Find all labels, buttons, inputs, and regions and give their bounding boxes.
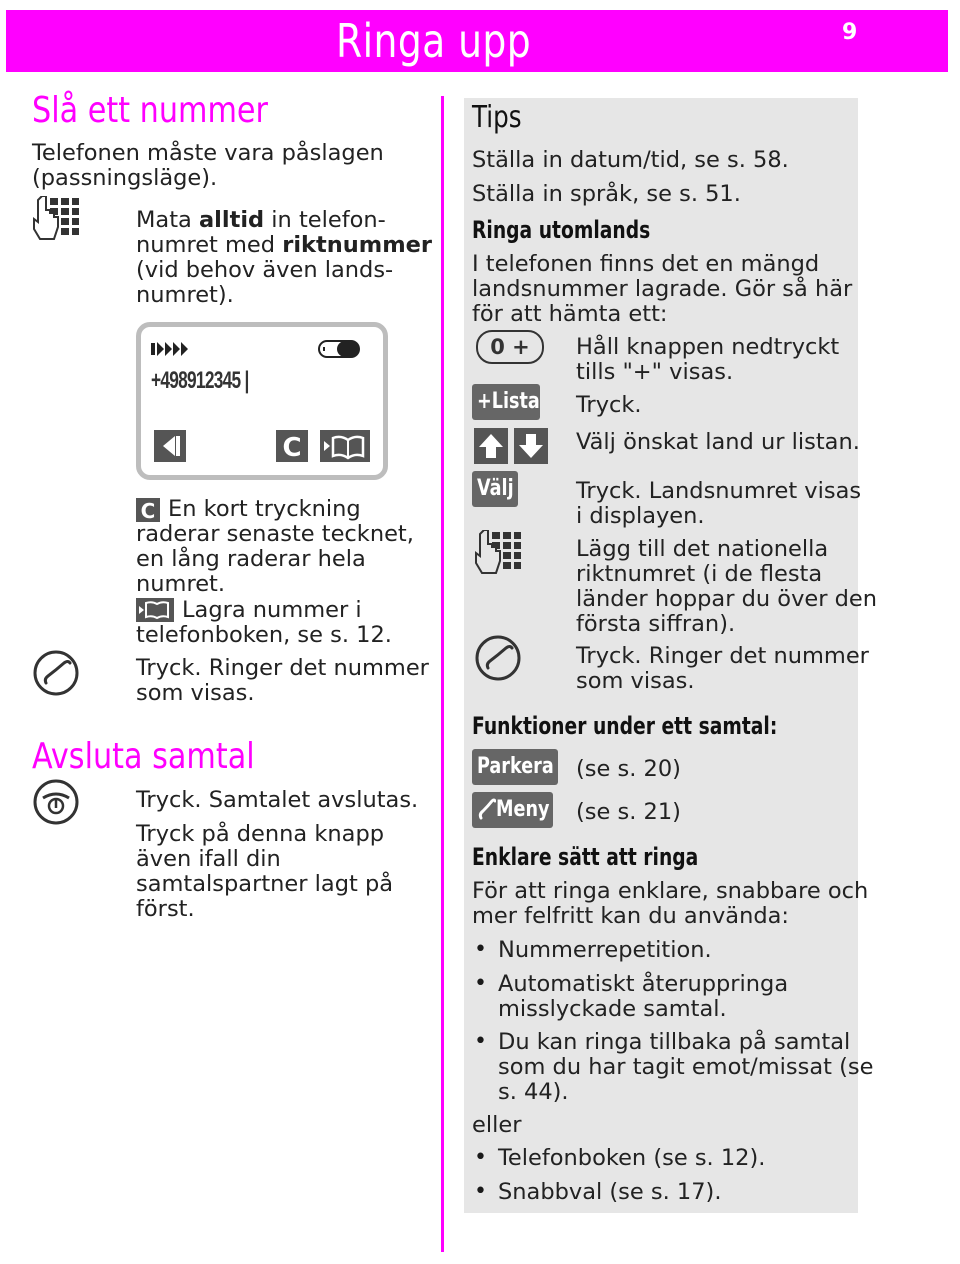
press-text: Tryck. [576, 392, 642, 418]
tips-text-line: Ställa in språk, se s. 51. [472, 181, 741, 207]
end-call-text-line: samtalspartner lagt på [136, 871, 394, 897]
call-key-icon [32, 649, 80, 697]
intl-text-line: I telefonen finns det en mängd [472, 251, 820, 277]
svg-text:C: C [140, 499, 156, 522]
end-call-key-icon [32, 778, 80, 826]
list-item: misslyckade samtal. [498, 996, 727, 1022]
softkey-valj: Välj [472, 471, 518, 507]
tips-text-line: Ställa in datum/tid, se s. 58. [472, 147, 789, 173]
tips-title: Tips [472, 100, 522, 135]
section-title-end-call: Avsluta samtal [32, 736, 255, 777]
zero-plus-key-icon: 0 + [476, 330, 544, 364]
keypad-icon [30, 196, 80, 248]
softkey-lista: +Lista [472, 384, 540, 420]
keypad-icon [472, 530, 522, 582]
enter-number-line: (vid behov även lands- [136, 257, 394, 283]
softkey-meny: Meny [472, 792, 553, 828]
eller-text: eller [472, 1112, 522, 1138]
call-text-line: Tryck. Ringer det nummer [576, 643, 869, 669]
hold-text-line: Håll knappen nedtryckt [576, 334, 840, 360]
navigation-keys-icon [474, 428, 550, 464]
parkera-ref: (se s. 20) [576, 756, 681, 782]
phonebook-key-icon [136, 598, 174, 622]
easy-text-line: För att ringa enklare, snabbare och [472, 878, 869, 904]
call-text-line: som visas. [576, 668, 695, 694]
bullet-icon: • [474, 1179, 487, 1204]
battery-icon [317, 339, 365, 359]
list-item: som du har tagit emot/missat (se [498, 1054, 874, 1080]
add-text-line: Lägg till det nationella [576, 536, 829, 562]
clear-key-icon [275, 429, 309, 463]
easy-text-line: mer felfritt kan du använda: [472, 903, 789, 929]
signal-strength-icon [151, 339, 197, 359]
subheading-intl: Ringa utomlands [472, 216, 651, 244]
list-item: Nummerrepetition. [498, 937, 712, 963]
back-key-icon [153, 429, 187, 463]
display-number: +498912345 | [151, 367, 249, 394]
section-title-dial: Slå ett nummer [32, 90, 268, 131]
column-divider [441, 96, 444, 1252]
clear-text-line: numret. [136, 571, 226, 597]
call-key-icon [474, 634, 522, 682]
bullet-icon: • [474, 1145, 487, 1170]
call-text-line: som visas. [136, 680, 255, 706]
page-title: Ringa upp [336, 14, 532, 68]
hold-text-line: tills "+" visas. [576, 359, 734, 385]
add-text-line: länder hoppar du över den [576, 586, 878, 612]
end-call-text-line: Tryck på denna knapp [136, 821, 385, 847]
call-text-line: Tryck. Ringer det nummer [136, 655, 429, 681]
meny-ref: (se s. 21) [576, 799, 681, 825]
valj-text-line: i displayen. [576, 503, 705, 529]
intl-text-line: landsnummer lagrade. Gör så här [472, 276, 853, 302]
enter-number-line: numret). [136, 282, 234, 308]
intro-text-line: (passningsläge). [32, 165, 218, 191]
add-text-line: riktnumret (i de flesta [576, 561, 823, 587]
clear-key-icon [136, 498, 160, 522]
page-number: 9 [842, 20, 858, 45]
select-country-text: Välj önskat land ur listan. [576, 429, 860, 455]
list-item: Automatiskt återuppringa [498, 971, 789, 997]
intro-text-line: Telefonen måste vara påslagen [32, 140, 384, 166]
subheading-easier: Enklare sätt att ringa [472, 843, 699, 871]
clear-text-line: En kort tryckning [168, 496, 361, 522]
add-text-line: första siffran). [576, 611, 736, 637]
save-text-line: Lagra nummer i [182, 597, 362, 623]
bullet-icon: • [474, 1029, 487, 1054]
bullet-icon: • [474, 937, 487, 962]
end-call-text-line: först. [136, 896, 195, 922]
bullet-icon: • [474, 971, 487, 996]
clear-text-line: en lång raderar hela [136, 546, 366, 572]
valj-text-line: Tryck. Landsnumret visas [576, 478, 862, 504]
svg-text:C: C [282, 433, 302, 463]
list-item: Telefonboken (se s. 12). [498, 1145, 766, 1171]
enter-number-line: numret med riktnummer [136, 232, 433, 258]
softkey-parkera: Parkera [472, 749, 558, 785]
end-call-text-line: även ifall din [136, 846, 281, 872]
intl-text-line: för att hämta ett: [472, 301, 668, 327]
list-item: s. 44). [498, 1079, 569, 1105]
call-handset-icon [478, 798, 496, 820]
list-item: Snabbval (se s. 17). [498, 1179, 722, 1205]
phonebook-key-icon [319, 429, 371, 463]
enter-number-line: Mata alltid in telefon- [136, 207, 386, 233]
end-call-text-line: Tryck. Samtalet avslutas. [136, 787, 419, 813]
subheading-functions: Funktioner under ett samtal: [472, 712, 778, 740]
clear-text-line: raderar senaste tecknet, [136, 521, 414, 547]
save-text-line: telefonboken, se s. 12. [136, 622, 392, 648]
list-item: Du kan ringa tillbaka på samtal [498, 1029, 851, 1055]
phone-display [136, 322, 388, 480]
